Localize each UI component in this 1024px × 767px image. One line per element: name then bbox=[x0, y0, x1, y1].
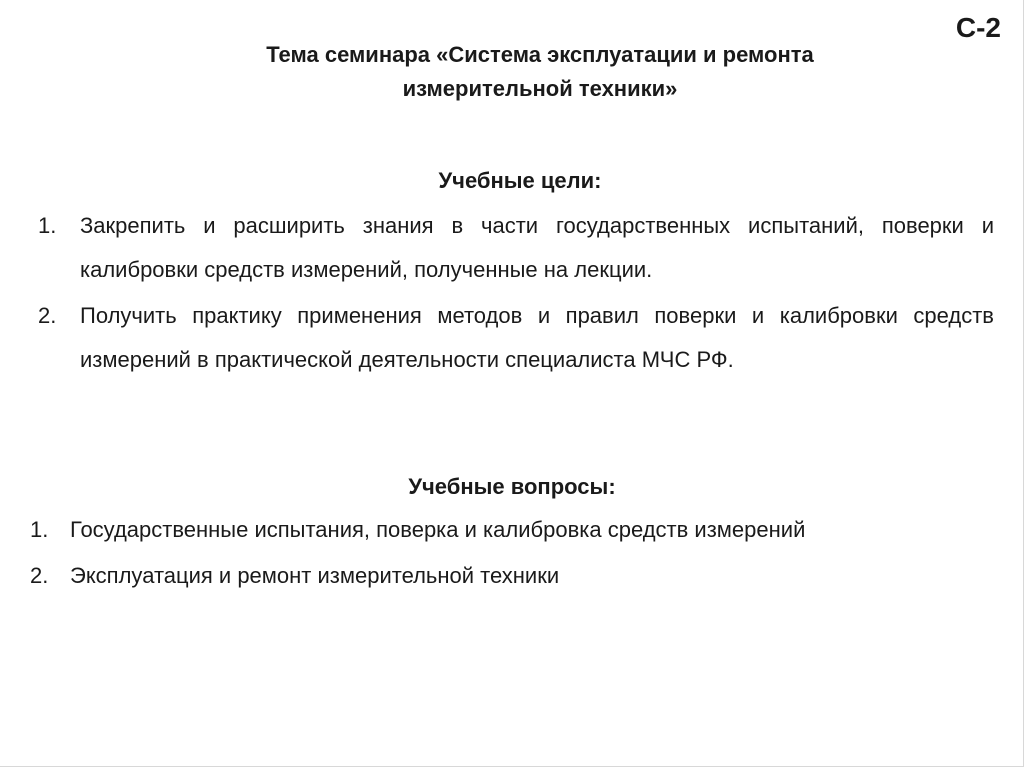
question-number: 2. bbox=[30, 563, 49, 588]
question-number: 1. bbox=[30, 517, 49, 542]
goal-text: Получить практику применения методов и правил поверки и калибровки средств измерений в практической деятельности специалиста МЧС РФ. bbox=[80, 303, 994, 372]
slide-code: С-2 bbox=[955, 12, 1001, 43]
goal-number: 2. bbox=[38, 303, 57, 328]
goal-text: Закрепить и расширить знания в части государственных испытаний, поверки и калибровки средств измерений, полученные на лекции. bbox=[80, 213, 994, 282]
seminar-title-line-2: измерительной техники» bbox=[402, 76, 678, 101]
question-text: Эксплуатация и ремонт измерительной техники bbox=[70, 563, 560, 588]
question-text: Государственные испытания, поверка и калибровка средств измерений bbox=[70, 517, 806, 542]
goal-item bbox=[38, 204, 994, 292]
questions-list bbox=[30, 508, 990, 600]
question-item bbox=[30, 554, 990, 598]
seminar-title bbox=[0, 38, 1024, 106]
questions-heading: Учебные вопросы: bbox=[408, 474, 616, 499]
goals-list bbox=[38, 204, 994, 384]
goal-number: 1. bbox=[38, 213, 57, 238]
question-item bbox=[30, 508, 990, 552]
goals-heading: Учебные цели: bbox=[438, 168, 602, 193]
seminar-title-line-1: Тема семинара «Система эксплуатации и ремонта bbox=[266, 42, 814, 67]
goal-item bbox=[38, 294, 994, 382]
